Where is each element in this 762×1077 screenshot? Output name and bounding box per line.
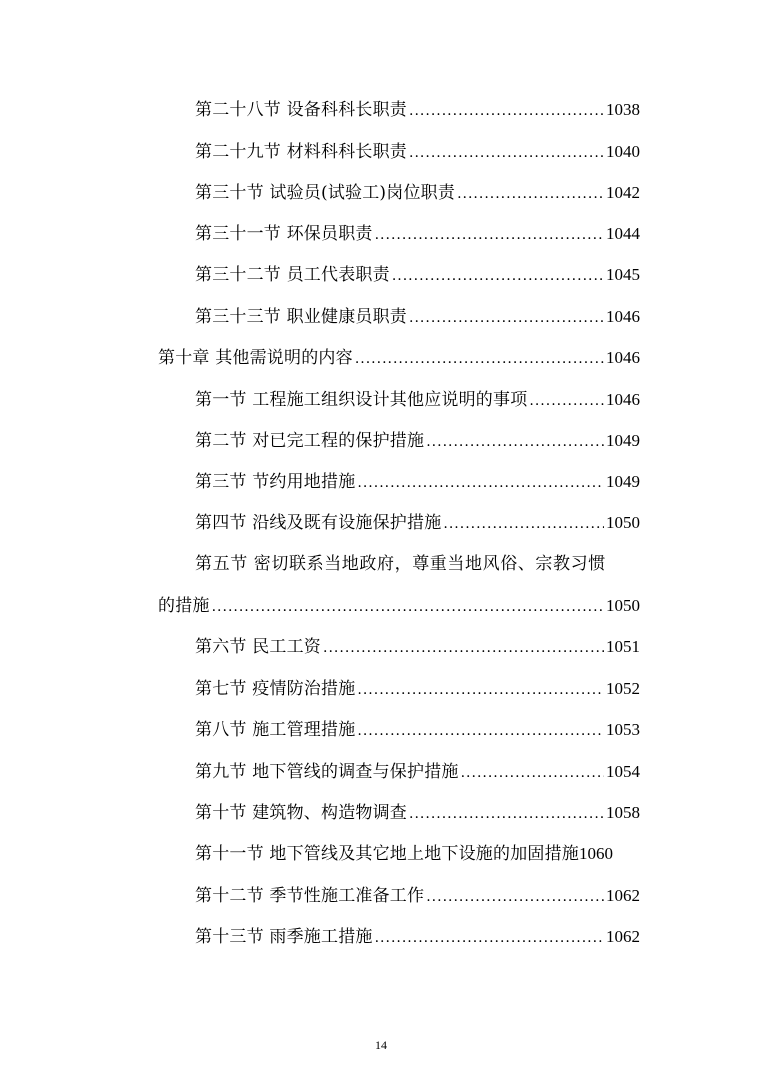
toc-entry[interactable]	[0, 632, 640, 662]
toc-entry[interactable]	[0, 715, 640, 745]
toc-entry-label: 第二节 对已完工程的保护措施	[195, 431, 425, 451]
dot-leader	[426, 427, 604, 457]
toc-entry-label: 第三十三节 职业健康员职责	[195, 307, 408, 327]
toc-entry-label: 第一节 工程施工组织设计其他应说明的事项	[195, 390, 528, 410]
toc-entry-wrapped-first-line[interactable]: 第五节 密切联系当地政府，尊重当地风俗、宗教习惯	[195, 554, 606, 574]
toc-entry-page: 1060	[579, 844, 614, 863]
dot-leader	[457, 179, 604, 209]
toc-entry[interactable]	[0, 881, 640, 911]
toc-entry-label: 第三十节 试验员(试验工)岗位职责	[195, 183, 456, 203]
toc-entry[interactable]	[0, 95, 640, 125]
toc-entry-label: 第四节 沿线及既有设施保护措施	[195, 513, 442, 533]
toc-entry[interactable]	[0, 674, 640, 704]
toc-entry[interactable]	[0, 260, 640, 290]
dot-leader	[426, 882, 604, 912]
toc-entry-page: 1042	[606, 183, 640, 202]
toc-entry-page: 1038	[606, 100, 640, 119]
toc-entry-label: 第十章 其他需说明的内容	[158, 348, 353, 368]
page-number: 14	[375, 1038, 387, 1052]
toc-chapter-entry[interactable]	[0, 343, 640, 373]
toc-entry-page: 1046	[606, 348, 640, 367]
toc-entry[interactable]	[0, 178, 640, 208]
toc-entry[interactable]	[0, 426, 640, 456]
toc-entry[interactable]	[0, 839, 640, 869]
toc-entry-label: 第十一节 地下管线及其它地上地下设施的加固措施	[195, 844, 580, 864]
toc-entry-page: 1045	[606, 265, 640, 284]
toc-entry-label: 第三节 节约用地措施	[195, 472, 356, 492]
toc-entry-page: 1049	[606, 431, 640, 450]
toc-entry-label: 第七节 疫情防治措施	[195, 679, 356, 699]
toc-entry-page: 1051	[606, 637, 640, 656]
toc-entry[interactable]	[0, 757, 640, 787]
toc-entry-label: 第十三节 雨季施工措施	[195, 927, 373, 947]
toc-entry-label: 第二十八节 设备科科长职责	[195, 100, 408, 120]
toc-entry-page: 1053	[606, 720, 640, 739]
dot-leader	[375, 923, 604, 953]
toc-entry-page: 1062	[606, 927, 640, 946]
toc-entry-page: 1044	[606, 224, 640, 243]
dot-leader	[443, 509, 604, 539]
toc-entry-page: 1040	[606, 142, 640, 161]
dot-leader	[409, 303, 604, 333]
dot-leader	[461, 758, 604, 788]
toc-entry[interactable]	[0, 219, 640, 249]
toc-entry-page: 1058	[606, 803, 640, 822]
toc-entry[interactable]	[0, 508, 640, 538]
dot-leader	[323, 633, 604, 663]
dot-leader	[409, 138, 604, 168]
toc-entry-label: 第九节 地下管线的调查与保护措施	[195, 762, 459, 782]
toc-entry-page: 1049	[606, 472, 640, 491]
toc-entry-label: 第八节 施工管理措施	[195, 720, 356, 740]
dot-leader	[392, 261, 604, 291]
toc-entry-label: 第三十二节 员工代表职责	[195, 265, 390, 285]
dot-leader	[355, 344, 604, 374]
toc-entry-page: 1054	[606, 762, 640, 781]
toc-entry-page: 1052	[606, 679, 640, 698]
toc-entry[interactable]	[0, 302, 640, 332]
toc-entry-label: 的措施	[158, 596, 210, 616]
dot-leader	[212, 592, 604, 622]
toc-entry-page: 1046	[606, 390, 640, 409]
toc-entry[interactable]	[0, 467, 640, 497]
toc-entry[interactable]	[0, 922, 640, 952]
toc-entry[interactable]	[0, 385, 640, 415]
toc-entry-page: 1050	[606, 513, 640, 532]
toc-entry-page: 1062	[606, 886, 640, 905]
dot-leader	[409, 799, 604, 829]
dot-leader	[357, 675, 604, 705]
toc-entry[interactable]	[0, 137, 640, 167]
dot-leader	[409, 96, 604, 126]
toc-entry-label: 第三十一节 环保员职责	[195, 224, 373, 244]
toc-entry-label: 第六节 民工工资	[195, 637, 322, 657]
toc-entry-label: 第二十九节 材料科科长职责	[195, 142, 408, 162]
dot-leader	[357, 716, 604, 746]
toc-entry[interactable]	[0, 798, 640, 828]
toc-entry-label: 第十二节 季节性施工准备工作	[195, 886, 425, 906]
toc-entry-page: 1046	[606, 307, 640, 326]
dot-leader	[529, 386, 604, 416]
dot-leader	[357, 468, 604, 498]
toc-entry-wrapped-second-line[interactable]	[0, 591, 640, 621]
toc-entry-page: 1050	[606, 596, 640, 615]
toc-entry-label: 第十节 建筑物、构造物调查	[195, 803, 408, 823]
dot-leader	[375, 220, 604, 250]
